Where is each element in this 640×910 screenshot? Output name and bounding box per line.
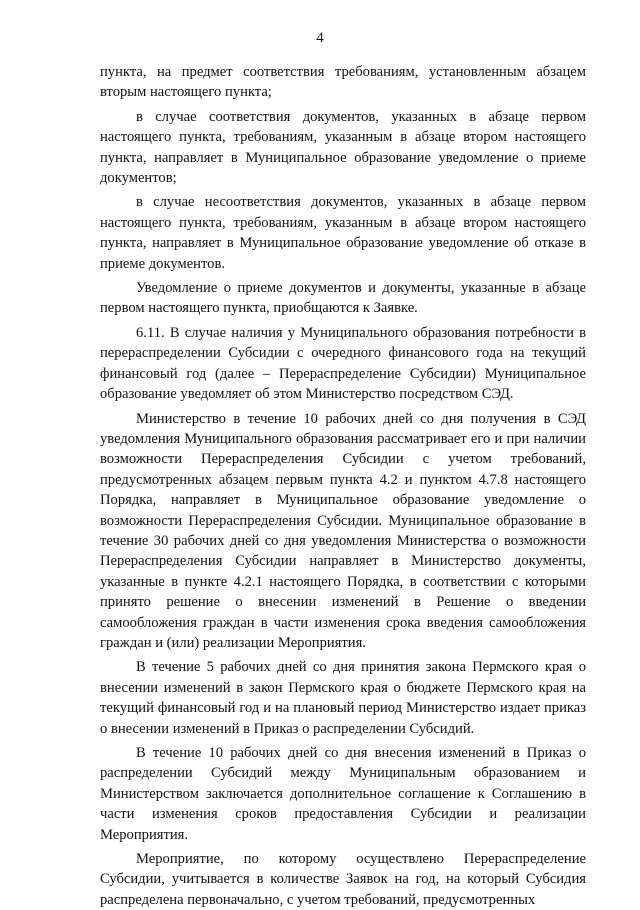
paragraph: 6.11. В случае наличия у Муниципального образования потребности в перераспределении Субсидии с очередного финансового года на текущий финансовый год (далее – Перераспределение Субсидии) Муниципальное образование уведомляет об этом Министерство посредством СЭД. <box>100 324 586 403</box>
paragraph: Мероприятие, по которому осуществлено Перераспределение Субсидии, учитывается в количестве Заявок на год, на который Субсидия распределена первоначально, с учетом требований, предусмотренных <box>100 851 586 908</box>
paragraph: В течение 5 рабочих дней со дня принятия закона Пермского края о внесении изменений в закон Пермского края о бюджете Пермского края на текущий финансовый год и на плановый период Министерство издает приказ о внесении изменений в Приказ о распределении Субсидий. <box>100 659 586 737</box>
page-number: 4 <box>316 30 324 46</box>
paragraph: В течение 10 рабочих дней со дня внесения изменений в Приказ о распределении Субсидий между Муниципальным образованием и Министерством заключается дополнительное соглашение к Соглашению в части изменения сроков предоставления Субсидии и реализации Мероприятия. <box>100 745 586 843</box>
paragraph: Министерство в течение 10 рабочих дней со дня получения в СЭД уведомления Муниципального образования рассматривает его и при наличии возможности Перераспределения Субсидии с учетом требований, предусмотренных абзацем первым пункта 4.2 и пунктом 4.7.8 настоящего Порядка, направляет в Муниципальное образование уведомление о возможности Перераспределения Субсидии. Муниципальное образование в течение 30 рабочих дней со дня уведомления Министерства о возможности Перераспределения Субсидии направляет в Министерство документы, указанные в пункте 4.2.1 настоящего Порядка, в соответствии с которыми принято решение о внесении изменений в Решение о введении самообложения граждан в части изменения срока введения самообложения граждан и (или) реализации Мероприятия. <box>100 410 586 651</box>
paragraph: в случае соответствия документов, указанных в абзаце первом настоящего пункта, требованиям, указанным в абзаце втором настоящего пункта, направляет в Муниципальное образование уведомление о приеме документов; <box>100 108 586 187</box>
paragraph: Уведомление о приеме документов и документы, указанные в абзаце первом настоящего пункта, приобщаются к Заявке. <box>100 280 586 317</box>
paragraph: в случае несоответствия документов, указанных в абзаце первом настоящего пункта, требованиям, указанным в абзаце втором настоящего пункта, направляет в Муниципальное образование уведомление об отказе в приеме документов. <box>100 194 586 272</box>
paragraph: пункта, на предмет соответствия требованиям, установленным абзацем вторым настоящего пункта; <box>100 64 586 101</box>
document-body <box>100 62 586 910</box>
